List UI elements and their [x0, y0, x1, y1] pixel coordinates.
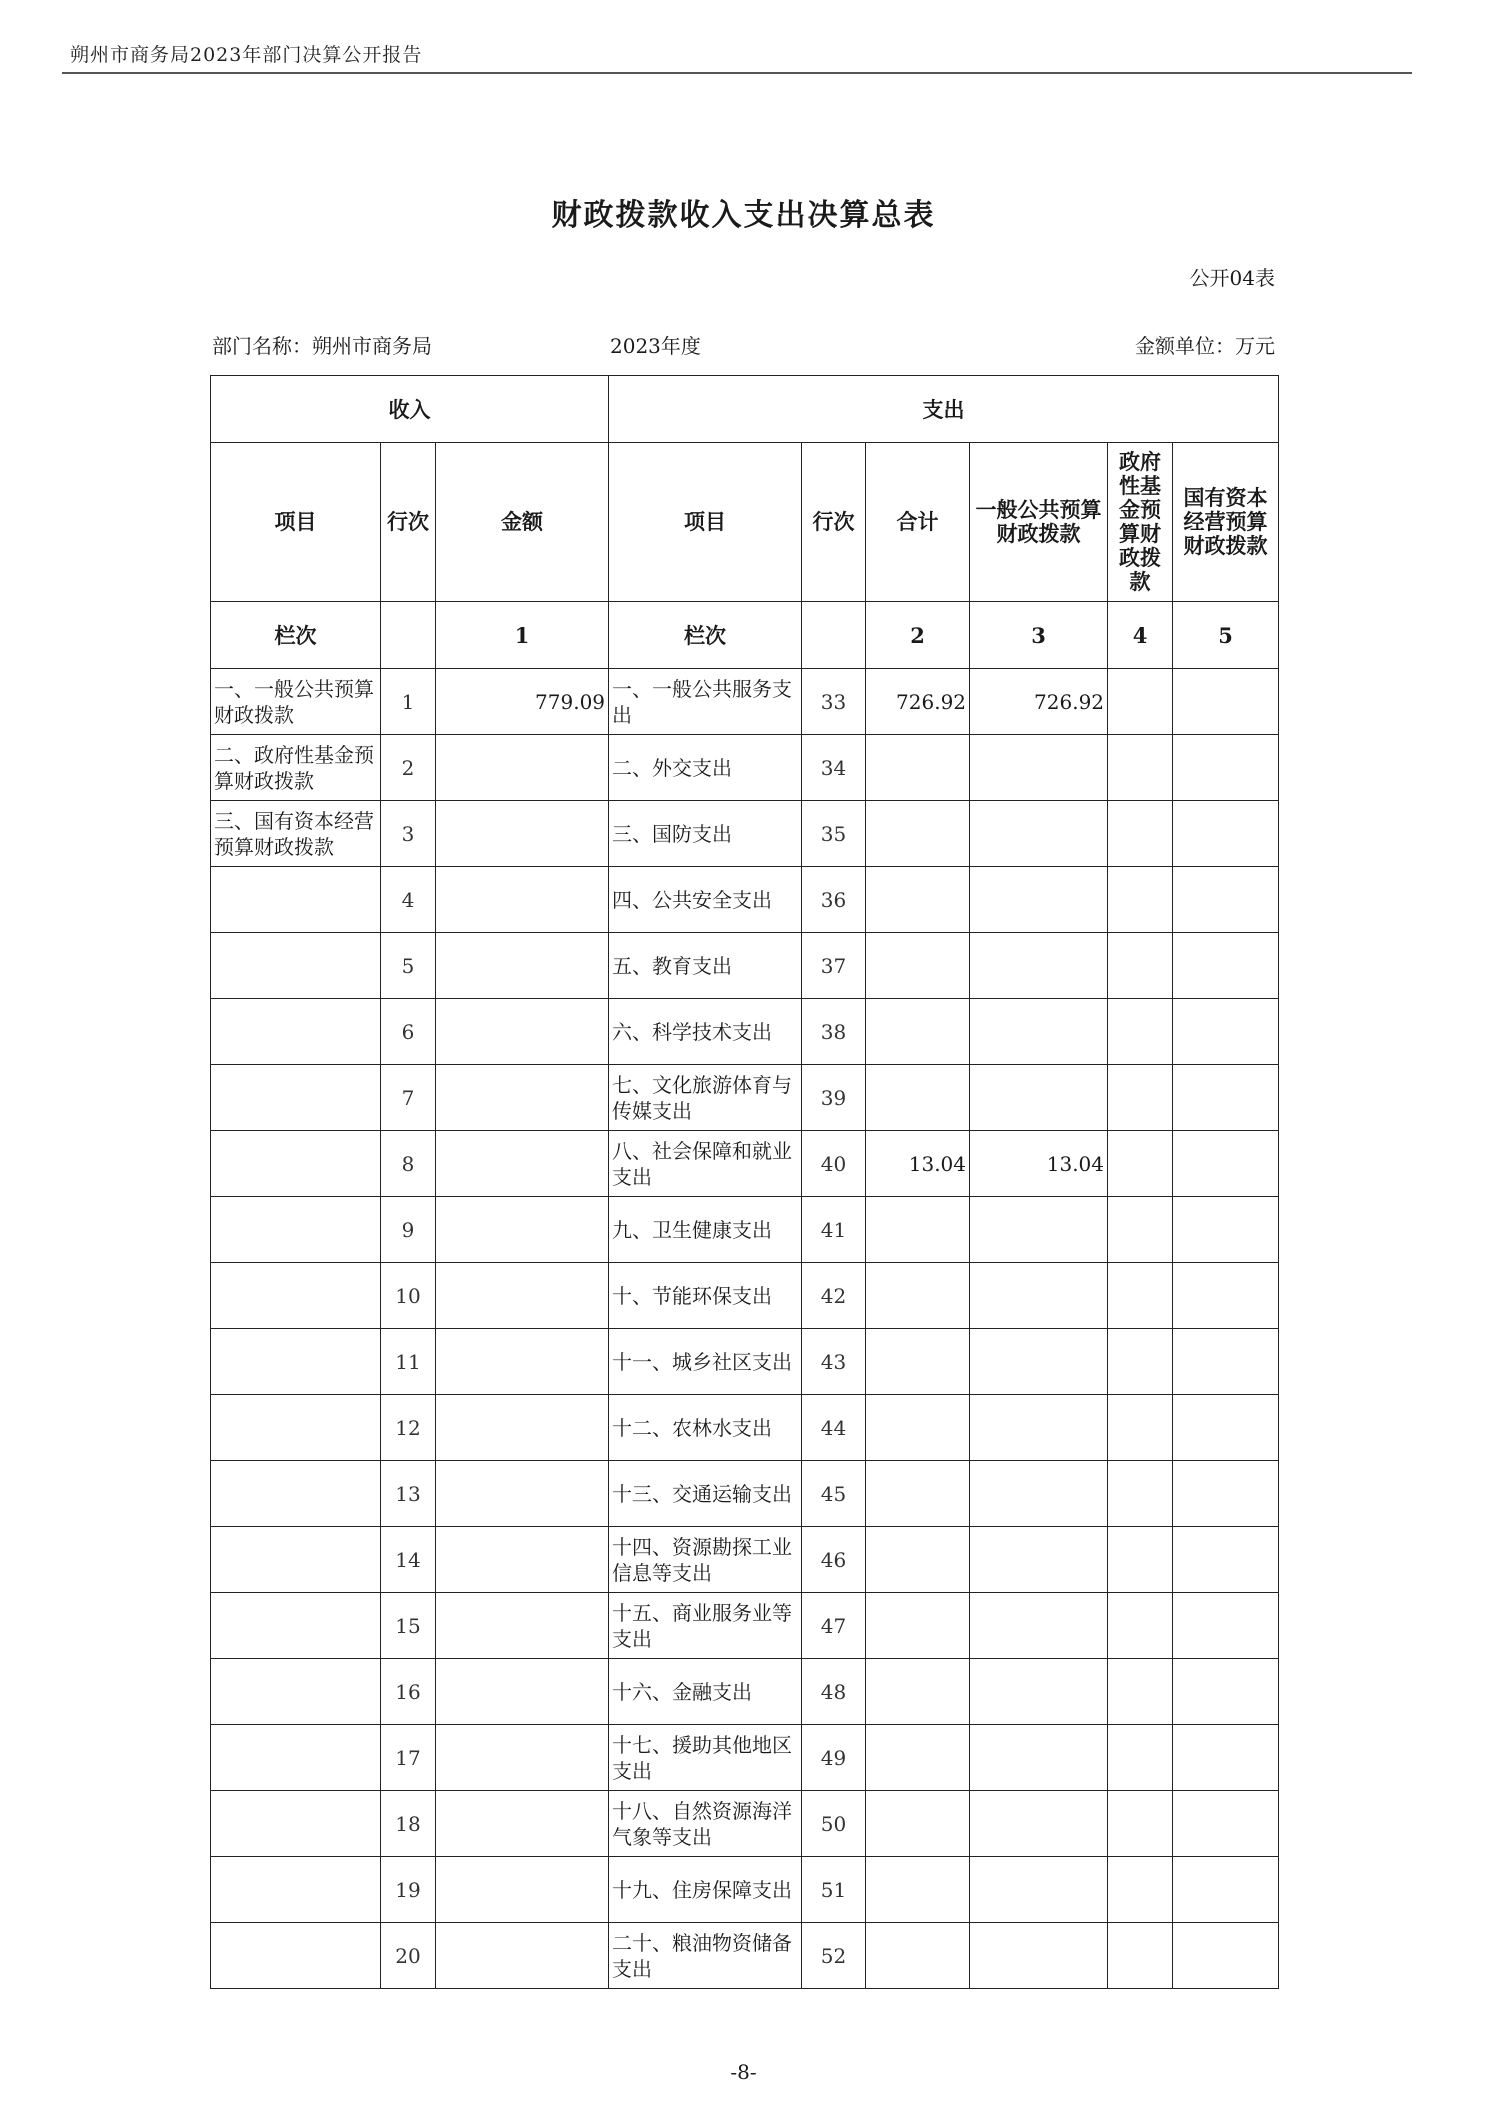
expense-state-capital-cell — [1173, 1659, 1279, 1725]
running-header-title: 朔州市商务局2023年部门决算公开报告 — [70, 44, 423, 66]
table-row — [211, 1131, 1279, 1197]
page-title: 财政拨款收入支出决算总表 — [551, 198, 936, 233]
expense-row-number-cell: 46 — [802, 1527, 866, 1593]
income-row-number-cell: 6 — [381, 999, 436, 1065]
expense-state-capital-cell — [1173, 999, 1279, 1065]
expense-row-number-cell: 41 — [802, 1197, 866, 1263]
expense-general-budget-cell — [970, 1725, 1108, 1791]
department-name: 部门名称：朔州市商务局 — [212, 334, 432, 358]
expense-general-budget-cell: 726.92 — [970, 669, 1108, 735]
income-group-header: 收入 — [211, 376, 609, 443]
income-amount-cell — [436, 1659, 609, 1725]
expense-total-cell — [866, 867, 970, 933]
table-row — [211, 1527, 1279, 1593]
index-expense-fund: 4 — [1108, 602, 1173, 669]
income-amount-cell — [436, 1791, 609, 1857]
expense-total-cell — [866, 1659, 970, 1725]
expense-item-cell: 二、外交支出 — [609, 735, 802, 801]
expense-row-number-cell: 45 — [802, 1461, 866, 1527]
income-row-number-cell: 5 — [381, 933, 436, 999]
expense-gov-fund-cell — [1108, 1065, 1173, 1131]
expense-gov-fund-cell — [1108, 1923, 1173, 1989]
expense-row-number-cell: 42 — [802, 1263, 866, 1329]
income-amount-cell — [436, 1857, 609, 1923]
income-row-number-cell: 18 — [381, 1791, 436, 1857]
expense-item-cell: 六、科学技术支出 — [609, 999, 802, 1065]
table-row — [211, 1065, 1279, 1131]
income-row-number-cell: 14 — [381, 1527, 436, 1593]
expense-gov-fund-cell — [1108, 1263, 1173, 1329]
expense-general-budget-cell — [970, 1593, 1108, 1659]
expense-general-budget-cell — [970, 1263, 1108, 1329]
expense-total-cell: 13.04 — [866, 1131, 970, 1197]
income-item-cell — [211, 1527, 381, 1593]
income-item-cell: 三、国有资本经营预算财政拨款 — [211, 801, 381, 867]
expense-row-number-cell: 38 — [802, 999, 866, 1065]
income-row-number-cell: 7 — [381, 1065, 436, 1131]
expense-row-number-cell: 50 — [802, 1791, 866, 1857]
expense-state-capital-cell — [1173, 1263, 1279, 1329]
expense-general-budget-cell — [970, 867, 1108, 933]
expense-gov-fund-cell — [1108, 1395, 1173, 1461]
income-row-number-cell: 3 — [381, 801, 436, 867]
expense-total-cell — [866, 1263, 970, 1329]
expense-row-number-cell: 48 — [802, 1659, 866, 1725]
income-row-number-cell: 16 — [381, 1659, 436, 1725]
expense-general-budget-cell — [970, 1791, 1108, 1857]
expense-state-capital-cell — [1173, 801, 1279, 867]
expense-item-cell: 一、一般公共服务支出 — [609, 669, 802, 735]
table-row — [211, 1197, 1279, 1263]
expense-item-cell: 十一、城乡社区支出 — [609, 1329, 802, 1395]
income-amount-cell — [436, 1329, 609, 1395]
header-expense-general: 一般公共预算财政拨款 — [970, 443, 1108, 602]
expense-total-cell — [866, 801, 970, 867]
income-amount-cell — [436, 1593, 609, 1659]
table-row — [211, 1791, 1279, 1857]
expense-state-capital-cell — [1173, 1593, 1279, 1659]
expense-general-budget-cell — [970, 1329, 1108, 1395]
expense-item-cell: 十七、援助其他地区支出 — [609, 1725, 802, 1791]
expense-state-capital-cell — [1173, 1131, 1279, 1197]
expense-item-cell: 七、文化旅游体育与传媒支出 — [609, 1065, 802, 1131]
expense-item-cell: 四、公共安全支出 — [609, 867, 802, 933]
expense-row-number-cell: 52 — [802, 1923, 866, 1989]
expense-row-number-cell: 43 — [802, 1329, 866, 1395]
expense-total-cell — [866, 1857, 970, 1923]
income-row-number-cell: 15 — [381, 1593, 436, 1659]
form-number: 公开04表 — [1189, 266, 1275, 290]
expense-row-number-cell: 36 — [802, 867, 866, 933]
income-amount-cell — [436, 1923, 609, 1989]
expense-row-number-cell: 47 — [802, 1593, 866, 1659]
expense-item-cell: 五、教育支出 — [609, 933, 802, 999]
expense-row-number-cell: 37 — [802, 933, 866, 999]
income-item-cell — [211, 1329, 381, 1395]
table-row — [211, 1395, 1279, 1461]
expense-state-capital-cell — [1173, 669, 1279, 735]
expense-general-budget-cell — [970, 1197, 1108, 1263]
group-header-row — [211, 376, 1279, 443]
income-amount-cell — [436, 1263, 609, 1329]
income-row-number-cell: 11 — [381, 1329, 436, 1395]
expense-row-number-cell: 33 — [802, 669, 866, 735]
table-row — [211, 999, 1279, 1065]
income-item-cell — [211, 1659, 381, 1725]
header-expense-total: 合计 — [866, 443, 970, 602]
expense-item-cell: 十二、农林水支出 — [609, 1395, 802, 1461]
expense-group-header: 支出 — [609, 376, 1279, 443]
expense-state-capital-cell — [1173, 1329, 1279, 1395]
expense-row-number-cell: 40 — [802, 1131, 866, 1197]
header-expense-fund: 政府性基金预算财政拨款 — [1108, 443, 1173, 602]
expense-state-capital-cell — [1173, 1197, 1279, 1263]
expense-state-capital-cell — [1173, 933, 1279, 999]
income-item-cell — [211, 1263, 381, 1329]
table-row — [211, 1461, 1279, 1527]
expense-total-cell — [866, 999, 970, 1065]
income-row-number-cell: 1 — [381, 669, 436, 735]
expense-gov-fund-cell — [1108, 1725, 1173, 1791]
expense-item-cell: 十三、交通运输支出 — [609, 1461, 802, 1527]
expense-total-cell — [866, 933, 970, 999]
index-expense-total: 2 — [866, 602, 970, 669]
amount-unit: 金额单位：万元 — [1135, 334, 1275, 358]
expense-item-cell: 十、节能环保支出 — [609, 1263, 802, 1329]
expense-gov-fund-cell — [1108, 1659, 1173, 1725]
expense-item-cell: 十六、金融支出 — [609, 1659, 802, 1725]
header-income-row-no: 行次 — [381, 443, 436, 602]
index-income-amount: 1 — [436, 602, 609, 669]
expense-general-budget-cell: 13.04 — [970, 1131, 1108, 1197]
expense-row-number-cell: 34 — [802, 735, 866, 801]
expense-total-cell — [866, 1923, 970, 1989]
income-item-cell: 一、一般公共预算财政拨款 — [211, 669, 381, 735]
expense-general-budget-cell — [970, 1065, 1108, 1131]
index-expense-label: 栏次 — [609, 602, 802, 669]
income-amount-cell — [436, 999, 609, 1065]
expense-total-cell — [866, 1197, 970, 1263]
expense-state-capital-cell — [1173, 1395, 1279, 1461]
table-row — [211, 1857, 1279, 1923]
income-item-cell — [211, 933, 381, 999]
expense-total-cell — [866, 735, 970, 801]
index-expense-general: 3 — [970, 602, 1108, 669]
income-amount-cell — [436, 867, 609, 933]
expense-general-budget-cell — [970, 1395, 1108, 1461]
expense-state-capital-cell — [1173, 1923, 1279, 1989]
income-row-number-cell: 19 — [381, 1857, 436, 1923]
index-income-label: 栏次 — [211, 602, 381, 669]
expense-general-budget-cell — [970, 1461, 1108, 1527]
income-amount-cell — [436, 1527, 609, 1593]
income-row-number-cell: 12 — [381, 1395, 436, 1461]
index-expense-row-no — [802, 602, 866, 669]
expense-total-cell — [866, 1593, 970, 1659]
income-amount-cell — [436, 1197, 609, 1263]
expense-gov-fund-cell — [1108, 1131, 1173, 1197]
income-amount-cell — [436, 1725, 609, 1791]
expense-general-budget-cell — [970, 1923, 1108, 1989]
income-row-number-cell: 2 — [381, 735, 436, 801]
expense-item-cell: 十九、住房保障支出 — [609, 1857, 802, 1923]
budget-summary-table — [210, 375, 1279, 1989]
expense-gov-fund-cell — [1108, 801, 1173, 867]
expense-general-budget-cell — [970, 1659, 1108, 1725]
table-row — [211, 735, 1279, 801]
table-row — [211, 1329, 1279, 1395]
table-row — [211, 867, 1279, 933]
expense-row-number-cell: 51 — [802, 1857, 866, 1923]
income-item-cell — [211, 867, 381, 933]
income-amount-cell: 779.09 — [436, 669, 609, 735]
income-amount-cell — [436, 1395, 609, 1461]
expense-gov-fund-cell — [1108, 999, 1173, 1065]
header-expense-item: 项目 — [609, 443, 802, 602]
expense-gov-fund-cell — [1108, 735, 1173, 801]
expense-gov-fund-cell — [1108, 1857, 1173, 1923]
expense-total-cell — [866, 1527, 970, 1593]
table-row — [211, 1263, 1279, 1329]
income-amount-cell — [436, 933, 609, 999]
expense-general-budget-cell — [970, 1857, 1108, 1923]
expense-total-cell — [866, 1725, 970, 1791]
expense-item-cell: 十八、自然资源海洋气象等支出 — [609, 1791, 802, 1857]
income-item-cell — [211, 1857, 381, 1923]
income-row-number-cell: 17 — [381, 1725, 436, 1791]
expense-gov-fund-cell — [1108, 933, 1173, 999]
income-item-cell — [211, 1065, 381, 1131]
expense-item-cell: 三、国防支出 — [609, 801, 802, 867]
expense-gov-fund-cell — [1108, 867, 1173, 933]
income-item-cell — [211, 1791, 381, 1857]
expense-item-cell: 九、卫生健康支出 — [609, 1197, 802, 1263]
index-expense-state: 5 — [1173, 602, 1279, 669]
expense-state-capital-cell — [1173, 1527, 1279, 1593]
expense-row-number-cell: 35 — [802, 801, 866, 867]
fiscal-year: 2023年度 — [610, 334, 701, 358]
income-item-cell — [211, 1395, 381, 1461]
expense-gov-fund-cell — [1108, 1461, 1173, 1527]
income-item-cell — [211, 999, 381, 1065]
index-income-row-no — [381, 602, 436, 669]
expense-state-capital-cell — [1173, 867, 1279, 933]
expense-gov-fund-cell — [1108, 1593, 1173, 1659]
income-amount-cell — [436, 1065, 609, 1131]
income-row-number-cell: 13 — [381, 1461, 436, 1527]
income-amount-cell — [436, 1461, 609, 1527]
page-number: -8- — [730, 2060, 757, 2084]
header-income-amount: 金额 — [436, 443, 609, 602]
header-divider — [62, 72, 1412, 74]
income-item-cell — [211, 1725, 381, 1791]
expense-general-budget-cell — [970, 999, 1108, 1065]
expense-item-cell: 十四、资源勘探工业信息等支出 — [609, 1527, 802, 1593]
expense-general-budget-cell — [970, 1527, 1108, 1593]
income-item-cell — [211, 1593, 381, 1659]
expense-row-number-cell: 49 — [802, 1725, 866, 1791]
table-row — [211, 1593, 1279, 1659]
income-amount-cell — [436, 801, 609, 867]
income-item-cell: 二、政府性基金预算财政拨款 — [211, 735, 381, 801]
income-amount-cell — [436, 735, 609, 801]
table-row — [211, 1923, 1279, 1989]
column-index-row — [211, 602, 1279, 669]
expense-state-capital-cell — [1173, 1461, 1279, 1527]
expense-total-cell: 726.92 — [866, 669, 970, 735]
expense-item-cell: 二十、粮油物资储备支出 — [609, 1923, 802, 1989]
expense-state-capital-cell — [1173, 1725, 1279, 1791]
expense-row-number-cell: 39 — [802, 1065, 866, 1131]
income-row-number-cell: 20 — [381, 1923, 436, 1989]
header-income-item: 项目 — [211, 443, 381, 602]
expense-total-cell — [866, 1395, 970, 1461]
expense-total-cell — [866, 1329, 970, 1395]
table-row — [211, 1659, 1279, 1725]
expense-state-capital-cell — [1173, 1857, 1279, 1923]
table-row — [211, 801, 1279, 867]
expense-gov-fund-cell — [1108, 1329, 1173, 1395]
expense-state-capital-cell — [1173, 1065, 1279, 1131]
income-item-cell — [211, 1923, 381, 1989]
expense-gov-fund-cell — [1108, 1197, 1173, 1263]
income-item-cell — [211, 1197, 381, 1263]
expense-state-capital-cell — [1173, 735, 1279, 801]
income-row-number-cell: 9 — [381, 1197, 436, 1263]
expense-general-budget-cell — [970, 735, 1108, 801]
expense-total-cell — [866, 1461, 970, 1527]
income-row-number-cell: 4 — [381, 867, 436, 933]
expense-item-cell: 八、社会保障和就业支出 — [609, 1131, 802, 1197]
expense-row-number-cell: 44 — [802, 1395, 866, 1461]
header-expense-row-no: 行次 — [802, 443, 866, 602]
table-row — [211, 1725, 1279, 1791]
expense-state-capital-cell — [1173, 1791, 1279, 1857]
expense-gov-fund-cell — [1108, 1527, 1173, 1593]
expense-gov-fund-cell — [1108, 669, 1173, 735]
expense-general-budget-cell — [970, 801, 1108, 867]
table-row — [211, 933, 1279, 999]
expense-gov-fund-cell — [1108, 1791, 1173, 1857]
expense-item-cell: 十五、商业服务业等支出 — [609, 1593, 802, 1659]
header-expense-state: 国有资本经营预算财政拨款 — [1173, 443, 1279, 602]
income-row-number-cell: 8 — [381, 1131, 436, 1197]
income-item-cell — [211, 1461, 381, 1527]
income-item-cell — [211, 1131, 381, 1197]
expense-total-cell — [866, 1065, 970, 1131]
income-amount-cell — [436, 1131, 609, 1197]
expense-total-cell — [866, 1791, 970, 1857]
income-row-number-cell: 10 — [381, 1263, 436, 1329]
table-row — [211, 669, 1279, 735]
column-header-row — [211, 443, 1279, 602]
expense-general-budget-cell — [970, 933, 1108, 999]
